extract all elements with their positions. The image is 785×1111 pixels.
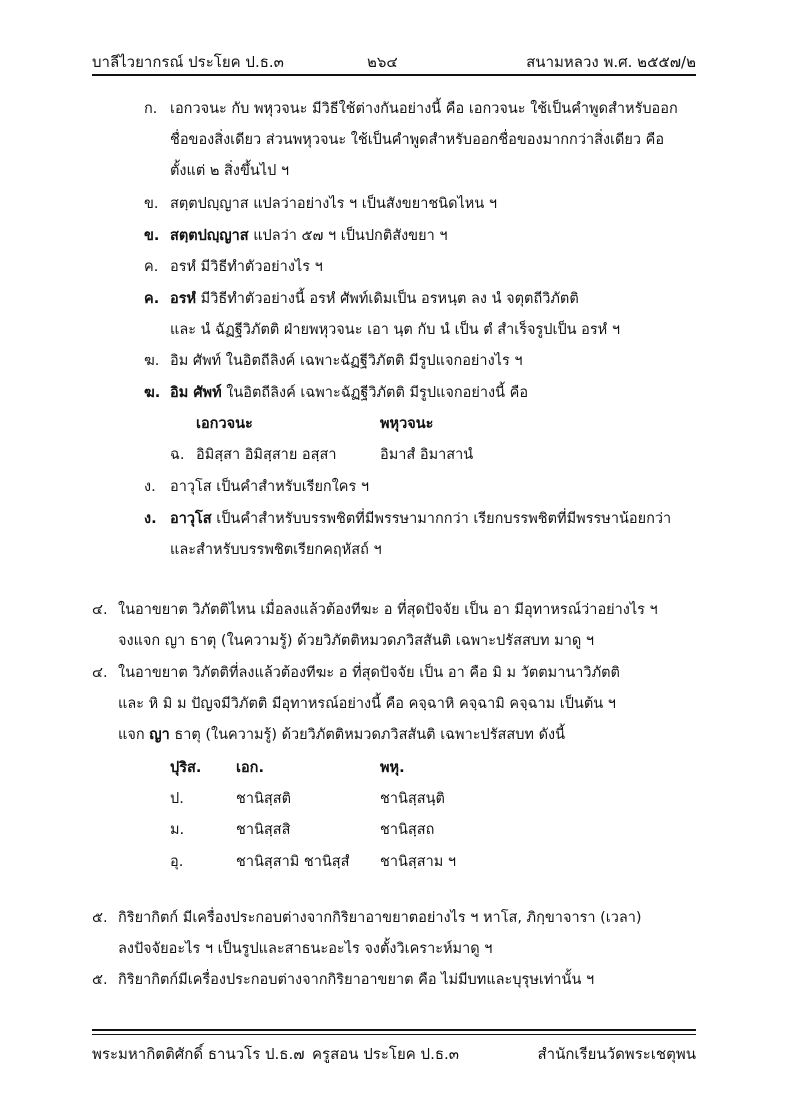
a3-marker: ค. — [144, 291, 160, 307]
q5-marker: ง. — [144, 479, 156, 495]
a5-text: เป็นคำสำหรับบรรพชิตที่มีพรรษามากกว่า เรียกบรรพชิตที่มีพรรษาน้อยกว่า — [211, 511, 672, 527]
a4-row-plural: อิมาสํ อิมาสานํ — [380, 447, 474, 463]
q2-marker: ข. — [144, 196, 159, 212]
table-row-1-person: ป. — [170, 791, 184, 807]
q3-marker: ค. — [144, 259, 159, 275]
table-row-1-plural: ชานิสฺสนฺติ — [380, 791, 445, 807]
a3-text: มีวิธีทำตัวอย่างนี้ อรหํ ศัพท์เดิมเป็น อรหนฺต ลง นํ จตุตถีวิภัตติ — [196, 291, 579, 307]
q4-section-marker: ๔. — [92, 602, 108, 618]
a2-text: แปลว่า ๕๗ ฯ เป็นปกติสังขยา ฯ — [248, 228, 448, 244]
q3-question: อรหํ มีวิธีทำตัวอย่างไร ฯ — [170, 259, 323, 275]
q4-question: อิม ศัพท์ ในอิตถีลิงค์ เฉพาะฉัฏฐีวิภัตติ มีรูปแจกอย่างไร ฯ — [170, 353, 523, 369]
a4-keyword: อิม ศัพท์ — [170, 385, 222, 401]
table-row-3-singular: ชานิสฺสามิ ชานิสฺสํ — [236, 854, 350, 870]
header-rule — [92, 74, 696, 76]
table-header-person: ปุริส. — [170, 760, 202, 776]
q5-section-question-line-2: ลงปัจจัยอะไร ฯ เป็นรูปและสาธนะอะไร จงตั้งวิเคราะห์มาดู ฯ — [118, 941, 493, 957]
a5-answer-line-2: และสำหรับบรรพชิตเรียกคฤหัสถ์ ฯ — [170, 542, 382, 558]
a5-marker: ง. — [144, 511, 157, 527]
a4-row-singular: อิมิสฺสา อิมิสฺสาย อสฺสา — [196, 447, 337, 463]
q5-section-marker: ๕. — [92, 910, 108, 926]
a2-keyword: สตฺตปญฺญาส — [170, 228, 249, 244]
table-row-2-plural: ชานิสฺสถ — [380, 822, 435, 838]
footer-role: ครูสอน ประโยค ป.ธ.๓ — [312, 1045, 460, 1063]
a3-answer-line-2: และ นํ ฉัฏฐีวิภัตติ ฝ่ายพหุวจนะ เอา นฺต กับ นํ เป็น ตํ สำเร็จรูปเป็น อรหํ ฯ — [170, 322, 620, 338]
q1-marker: ก. — [144, 101, 158, 117]
a4-marker: ฆ. — [144, 385, 161, 401]
a4-col2-header: พหุวจนะ — [380, 416, 434, 432]
a4-row-label: ฉ. — [170, 447, 185, 463]
a5-answer-line-1 — [170, 508, 671, 530]
a3-answer-line-1 — [170, 288, 579, 310]
q1-answer-line-2: ชื่อของสิ่งเดียว ส่วนพหุวจนะ ใช้เป็นคำพูดสำหรับออกชื่อของมากกว่าสิ่งเดียว คือ — [170, 132, 665, 148]
q4-section-question-line-1: ในอาขยาต วิภัตติไหน เมื่อลงแล้วต้องทีฆะ อ ที่สุดปัจจัย เป็น อา มีอุทาหรณ์ว่าอย่างไร ฯ — [118, 602, 658, 618]
header-exam-info: สนามหลวง พ.ศ. ๒๕๕๗/๒ — [526, 53, 696, 71]
a5-keyword: อาวุโส — [170, 511, 212, 527]
q1-answer-line-3: ตั้งแต่ ๒ สิ่งขึ้นไป ฯ — [170, 163, 290, 179]
a3-keyword: อรหํ — [170, 291, 197, 307]
footer-rule-thin — [92, 1034, 696, 1035]
table-row-3-person: อุ. — [170, 854, 184, 870]
a4-answer — [170, 382, 528, 404]
page-footer — [92, 1040, 696, 1066]
page-number: ๒๖๔ — [367, 53, 398, 71]
a4-text: ในอิตถีลิงค์ เฉพาะฉัฏฐีวิภัตติ มีรูปแจกอย่างนี้ คือ — [221, 385, 529, 401]
q4-section-question-line-2: จงแจก ญา ธาตุ (ในความรู้) ด้วยวิภัตติหมวดภวิสสันติ เฉพาะปรัสสบท มาดู ฯ — [118, 633, 595, 649]
q4-marker: ฆ. — [144, 353, 160, 369]
a4-line3-suffix: ธาตุ (ในความรู้) ด้วยวิภัตติหมวดภวิสสันติ เฉพาะปรัสสบท ดังนี้ — [169, 727, 566, 743]
table-header-singular: เอก. — [236, 760, 264, 776]
a5-section-marker: ๕. — [92, 972, 108, 988]
footer-rule-thick — [92, 1029, 696, 1031]
table-row-2-singular: ชานิสฺสสิ — [236, 822, 291, 838]
page-header — [92, 46, 696, 72]
table-row-2-person: ม. — [170, 822, 185, 838]
a4-col1-header: เอกวจนะ — [196, 416, 253, 432]
q5-section-question-line-1: กิริยากิตก์ มีเครื่องประกอบต่างจากกิริยาอาขยาตอย่างไร ฯ หาโส, ภิกฺขาจารา (เวลา) — [118, 910, 642, 926]
a4-section-answer-line-1: ในอาขยาต วิภัตติที่ลงแล้วต้องทีฆะ อ ที่สุดปัจจัย เป็น อา คือ มิ ม วัตตมานาวิภัตติ — [118, 665, 620, 681]
a4-line3-prefix: แจก — [118, 727, 150, 743]
a4-line3-keyword: ญา — [149, 727, 170, 743]
a4-section-marker: ๔. — [92, 665, 108, 681]
q1-answer-line-1: เอกวจนะ กับ พหุวจนะ มีวิธีใช้ต่างกันอย่างนี้ คือ เอกวจนะ ใช้เป็นคำพูดสำหรับออก — [170, 101, 678, 117]
header-book-title: บาลีไวยากรณ์ ประโยค ป.ธ.๓ — [92, 53, 284, 71]
table-row-1-singular: ชานิสฺสติ — [236, 791, 292, 807]
a2-marker: ข. — [144, 228, 160, 244]
a4-section-answer-line-2: และ หิ มิ ม ปัญจมีวิภัตติ มีอุทาหรณ์อย่างนี้ คือ คจฺฉาหิ คจฺฉามิ คจฺฉาม เป็นต้น ฯ — [118, 696, 616, 712]
a5-section-answer: กิริยากิตก์มีเครื่องประกอบต่างจากกิริยาอาขยาต คือ ไม่มีบทและบุรุษเท่านั้น ฯ — [118, 972, 595, 988]
q2-question: สตฺตปญฺญาส แปลว่าอย่างไร ฯ เป็นสังขยาชนิดไหน ฯ — [170, 196, 498, 212]
q5-question: อาวุโส เป็นคำสำหรับเรียกใคร ฯ — [170, 479, 370, 495]
footer-author: พระมหากิตติศักดิ์ ธานวโร ป.ธ.๗ — [92, 1045, 305, 1063]
a2-answer — [170, 225, 447, 247]
table-row-3-plural: ชานิสฺสาม ฯ — [380, 854, 457, 870]
footer-institution: สำนักเรียนวัดพระเชตุพน — [537, 1045, 696, 1063]
table-header-plural: พหุ. — [380, 760, 405, 776]
a4-section-answer-line-3 — [118, 724, 565, 746]
